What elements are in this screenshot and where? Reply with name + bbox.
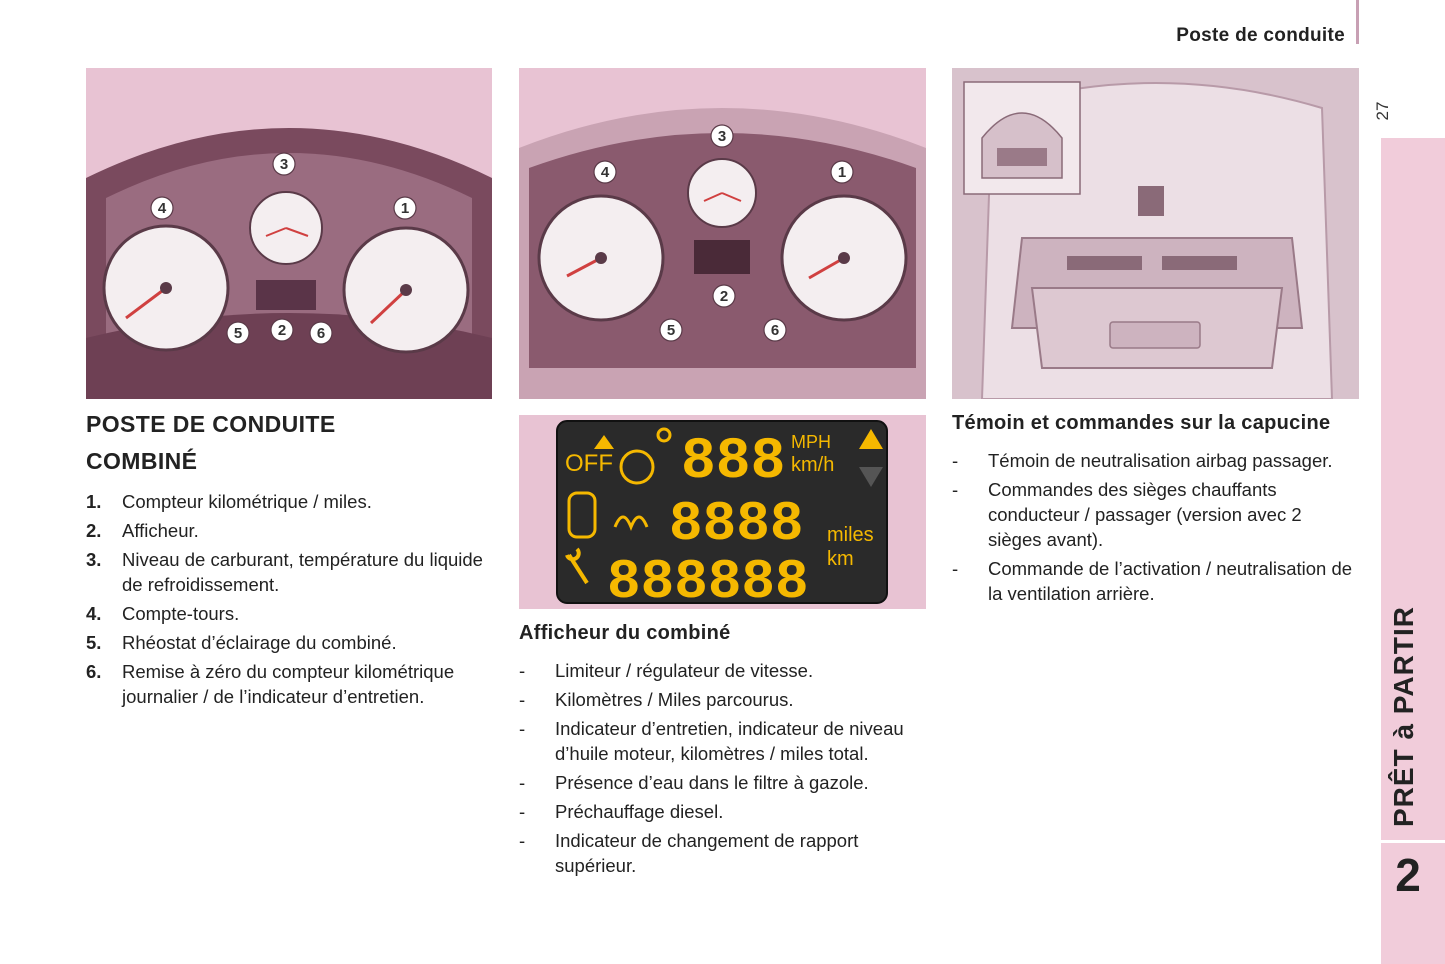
svg-text:4: 4 [157,200,167,217]
svg-text:5: 5 [233,325,243,342]
list-item: - Préchauffage diesel. [519,801,724,822]
list-item: 1. Compteur kilométrique / miles. [86,491,372,512]
section-title: Témoin et commandes sur la capucine [952,412,1331,434]
svg-text:6: 6 [770,322,780,339]
lcd-unit-kmh: km/h [791,454,835,476]
svg-text:3: 3 [279,156,289,173]
lcd-trip-digits: 8888 [669,492,804,556]
list-item: - Commandes des sièges chauffants conducteur / passager (version avec 2 sièges avant). [952,479,1302,550]
lcd-off-label: OFF [565,450,613,477]
section-title: Afficheur du combiné [519,622,731,644]
list-item: 4. Compte-tours. [86,603,240,624]
callout-5 [227,322,249,344]
instrument-cluster-illustration [86,68,492,399]
svg-text:1: 1 [400,200,410,217]
list-item: - Kilomètres / Miles parcourus. [519,689,794,710]
callout-4 [594,161,616,183]
lcd-speed-digits: 888 [681,430,786,495]
callout-3 [711,125,733,147]
page-number: 27 [1373,101,1392,121]
header-divider [1356,0,1359,44]
svg-text:4: 4 [600,164,610,181]
svg-text:5: 5 [666,322,676,339]
callout-5 [660,319,682,341]
tab-separator [1381,840,1445,843]
callout-1 [394,197,416,219]
lcd-unit-km: km [827,548,854,570]
overhead-console-illustration [952,68,1359,399]
list-item: - Limiteur / régulateur de vitesse. [519,660,814,681]
list-item: - Présence d’eau dans le filtre à gazole. [519,772,869,793]
page-header-title: Poste de conduite [1176,25,1345,46]
column-instrument-panel [86,68,492,713]
list-item: - Commande de l’activation / neutralisation de la ventilation arrière. [952,558,1353,604]
callout-6 [310,322,332,344]
lcd-total-digits: 888888 [607,550,809,609]
lcd-unit-mph: MPH [791,432,831,452]
callout-1 [831,161,853,183]
svg-text:3: 3 [717,128,727,145]
callout-4 [151,197,173,219]
lcd-unit-miles: miles [827,524,874,546]
list-item: - Indicateur de changement de rapport supérieur. [519,830,859,876]
chapter-tab-label: PRÊT à PARTIR [1388,606,1419,827]
list-item: - Témoin de neutralisation airbag passager. [952,450,1333,471]
list-item: - Indicateur d’entretien, indicateur de niveau d’huile moteur, kilomètres / miles total. [519,718,904,764]
callout-3 [273,153,295,175]
svg-text:2: 2 [277,322,287,339]
chapter-number: 2 [1395,849,1421,901]
display-legend-list [519,658,926,878]
cluster-legend-list [86,489,492,709]
svg-text:2: 2 [719,288,729,305]
callout-6 [764,319,786,341]
section-title: POSTE DE CONDUITE [86,411,336,437]
svg-text:6: 6 [316,325,326,342]
column-display [519,68,926,882]
list-item: 3. Niveau de carburant, température du liquide de refroidissement. [86,549,483,595]
callout-2 [271,319,293,341]
list-item: 2. Afficheur. [86,520,199,541]
column-overhead-console [952,68,1359,610]
callout-2 [713,285,735,307]
section-subtitle: COMBINÉ [86,448,198,474]
console-legend-list [952,448,1359,606]
svg-text:1: 1 [837,164,847,181]
list-item: 5. Rhéostat d’éclairage du combiné. [86,632,397,653]
list-item: 6. Remise à zéro du compteur kilométrique journalier / de l’indicateur d’entretien. [86,661,455,707]
lcd-display-illustration [519,415,926,609]
instrument-cluster-closeup-illustration [519,68,926,399]
